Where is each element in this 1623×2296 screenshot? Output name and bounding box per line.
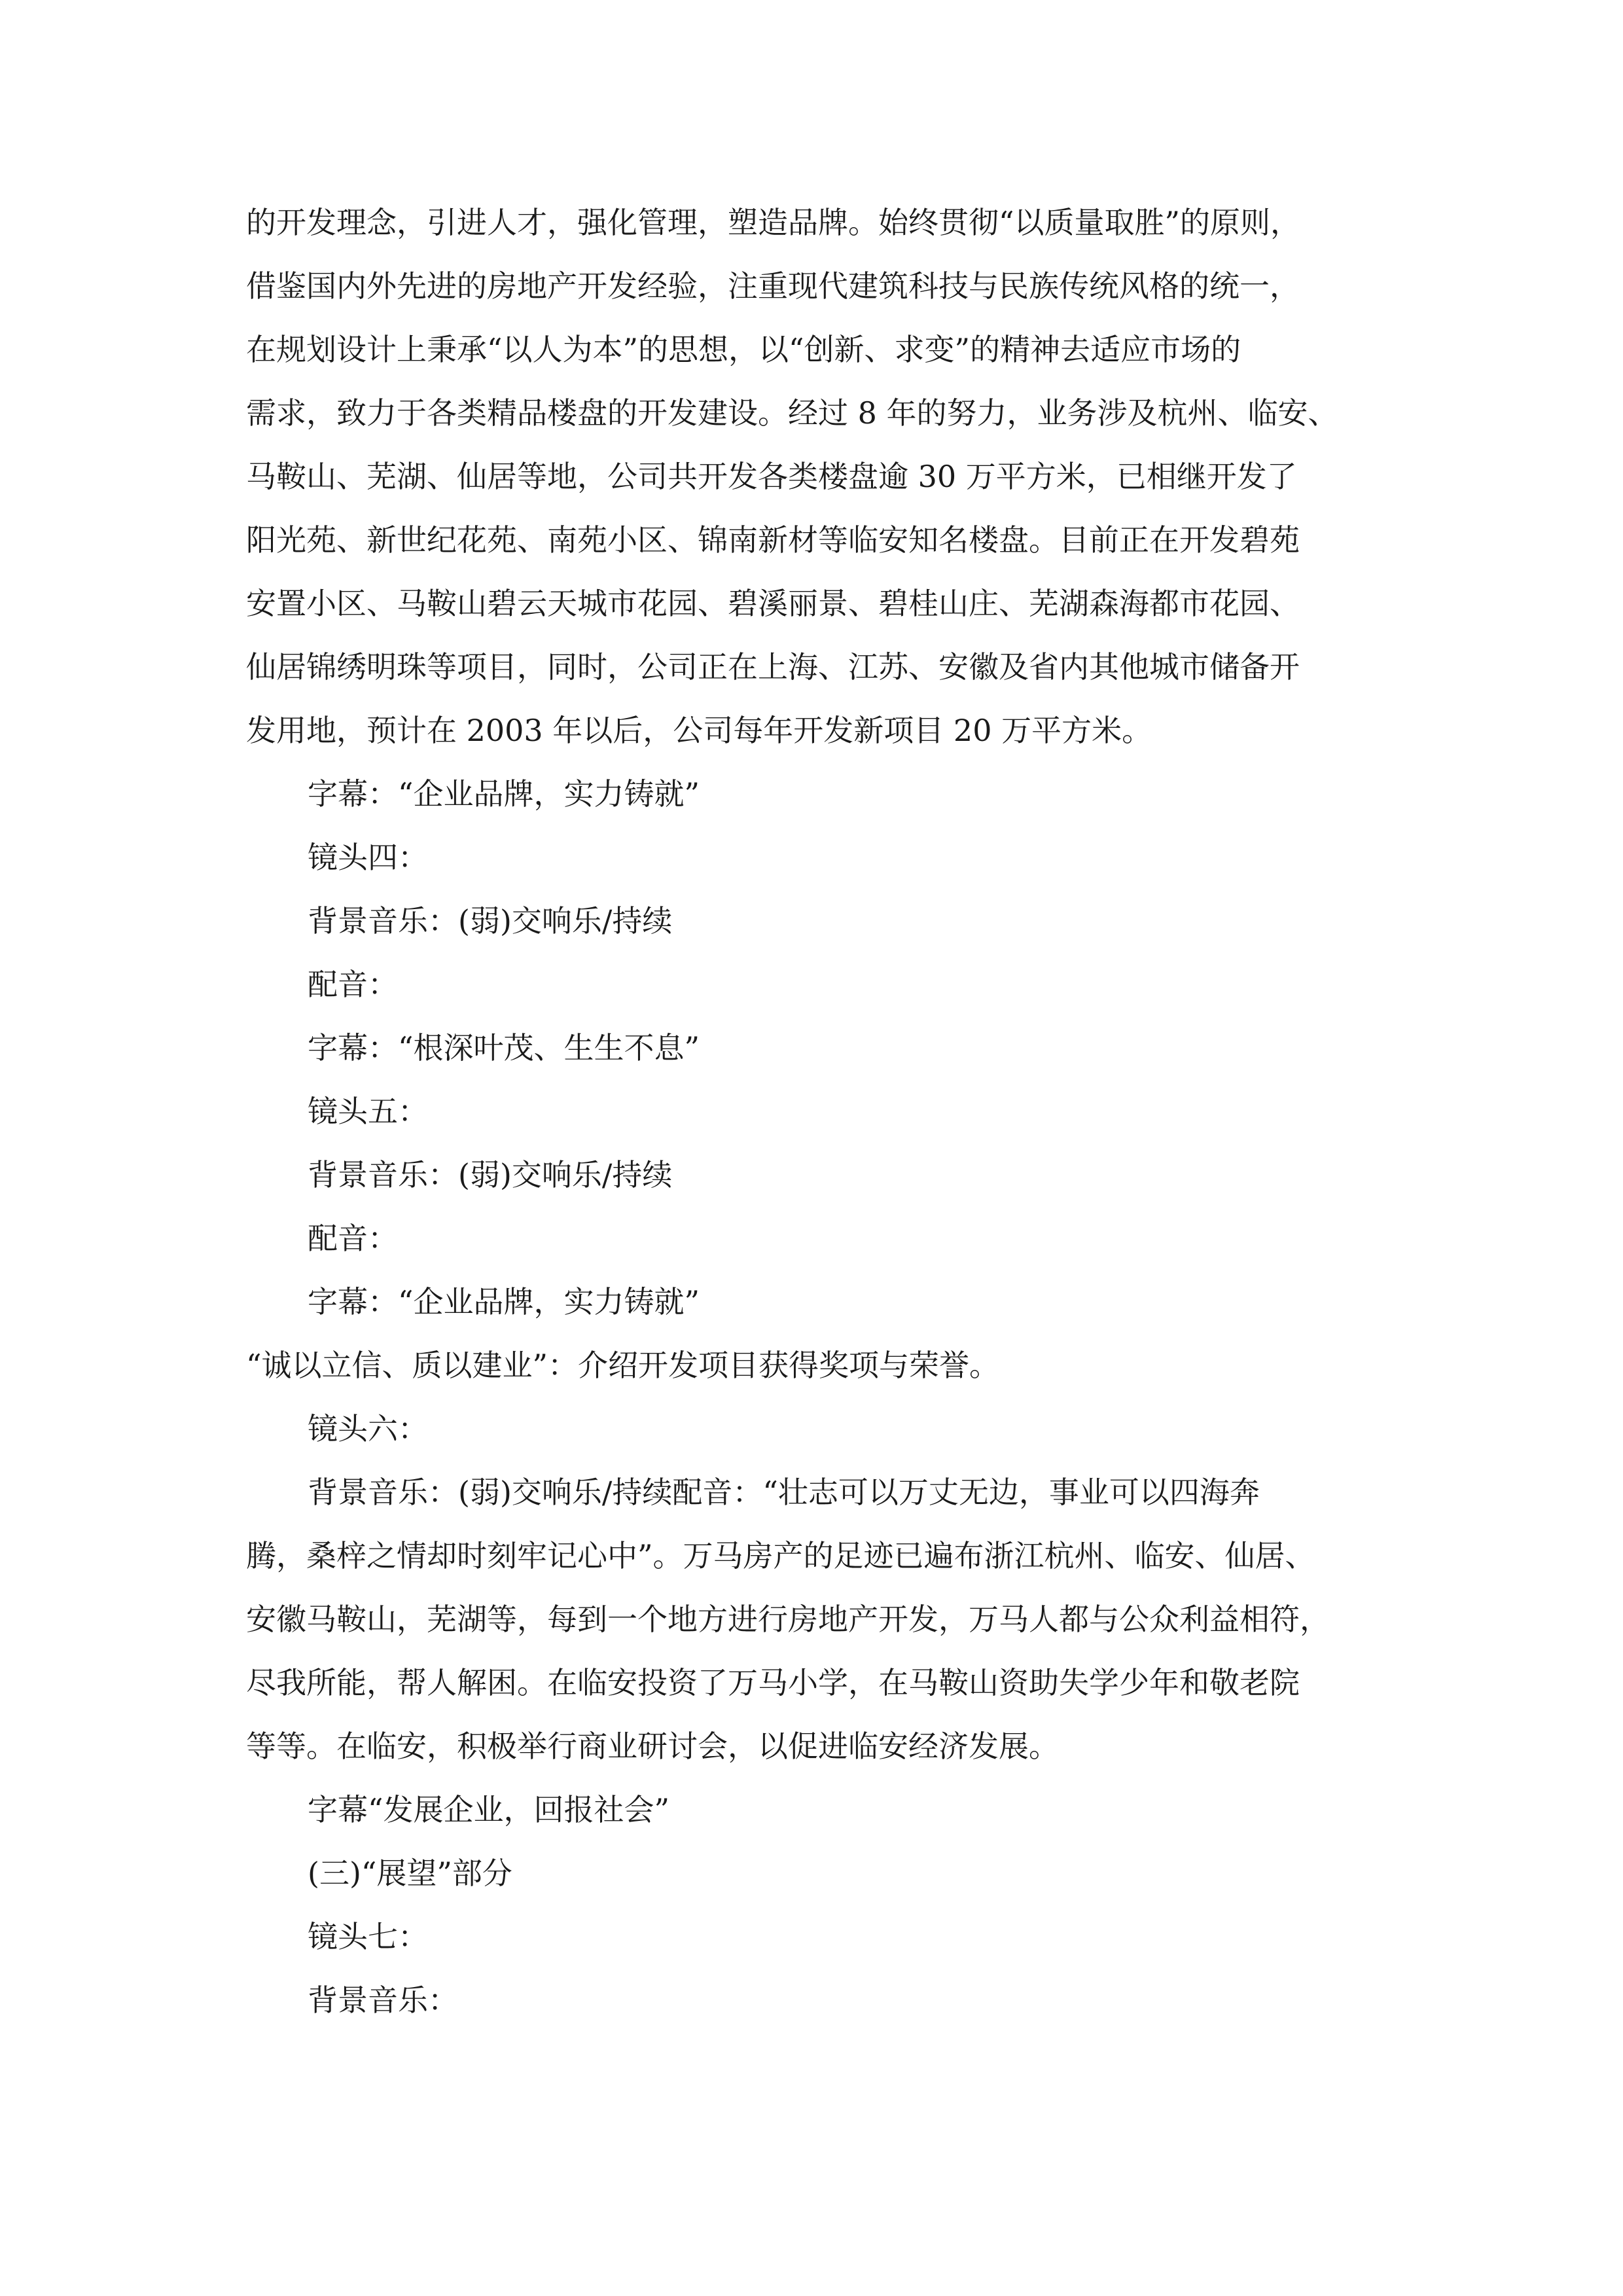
music-line: 背景音乐：(弱)交响乐/持续配音：“壮志可以万丈无边，事业可以四海奔 bbox=[308, 1475, 1260, 1510]
paragraph-line: 仙居锦绣明珠等项目，同时，公司正在上海、江苏、安徽及省内其他城市储备开 bbox=[246, 649, 1300, 685]
paragraph-line: 需求，致力于各类精品楼盘的开发建设。经过 8 年的努力，业务涉及杭州、临安、 bbox=[246, 395, 1338, 431]
music-line: 背景音乐：(弱)交响乐/持续 bbox=[308, 1157, 673, 1193]
body-text bbox=[246, 191, 1398, 2032]
paragraph-line: 在规划设计上秉承“以人为本”的思想，以“创新、求变”的精神去适应市场的 bbox=[246, 332, 1241, 367]
voiceover-line: 配音： bbox=[308, 1221, 398, 1256]
subtitle-line: 字幕“发展企业，回报社会” bbox=[308, 1792, 670, 1827]
shot-heading: 镜头五： bbox=[308, 1094, 428, 1129]
subtitle-line: 字幕：“企业品牌，实力铸就” bbox=[308, 1284, 700, 1319]
paragraph-line: 等等。在临安，积极举行商业研讨会，以促进临安经济发展。 bbox=[246, 1729, 1059, 1764]
paragraph-line: 安徽马鞍山，芜湖等，每到一个地方进行房地产开发，万马人都与公众利益相符， bbox=[246, 1602, 1330, 1637]
shot-heading: 镜头六： bbox=[308, 1411, 428, 1446]
paragraph-line: 尽我所能，帮人解困。在临安投资了万马小学，在马鞍山资助失学少年和敬老院 bbox=[246, 1665, 1300, 1700]
paragraph-line: 腾，桑梓之情却时刻牢记心中”。万马房产的足迹已遍布浙江杭州、临安、仙居、 bbox=[246, 1538, 1315, 1573]
voiceover-line: 配音： bbox=[308, 967, 398, 1002]
music-line: 背景音乐： bbox=[308, 1982, 458, 2018]
subtitle-line: 字幕：“企业品牌，实力铸就” bbox=[308, 776, 700, 812]
paragraph-line: 安置小区、马鞍山碧云天城市花园、碧溪丽景、碧桂山庄、芜湖森海都市花园、 bbox=[246, 586, 1300, 621]
paragraph-line: 借鉴国内外先进的房地产开发经验，注重现代建筑科技与民族传统风格的统一， bbox=[246, 268, 1300, 304]
shot-heading: 镜头七： bbox=[308, 1919, 428, 1954]
paragraph-line: 马鞍山、芜湖、仙居等地，公司共开发各类楼盘逾 30 万平方米，已相继开发了 bbox=[246, 459, 1297, 494]
paragraph-line: 的开发理念，引进人才，强化管理，塑造品牌。始终贯彻“以质量取胜”的原则， bbox=[246, 205, 1301, 240]
paragraph-line: 阳光苑、新世纪花苑、南苑小区、锦南新材等临安知名楼盘。目前正在开发碧苑 bbox=[246, 522, 1300, 558]
paragraph-line: “诚以立信、质以建业”：介绍开发项目获得奖项与荣誉。 bbox=[246, 1348, 1000, 1383]
music-line: 背景音乐：(弱)交响乐/持续 bbox=[308, 903, 673, 939]
paragraph-line: 发用地，预计在 2003 年以后，公司每年开发新项目 20 万平方米。 bbox=[246, 713, 1152, 748]
subtitle-line: 字幕：“根深叶茂、生生不息” bbox=[308, 1030, 700, 1066]
section-heading: (三)“展望”部分 bbox=[308, 1856, 512, 1891]
shot-heading: 镜头四： bbox=[308, 840, 428, 875]
